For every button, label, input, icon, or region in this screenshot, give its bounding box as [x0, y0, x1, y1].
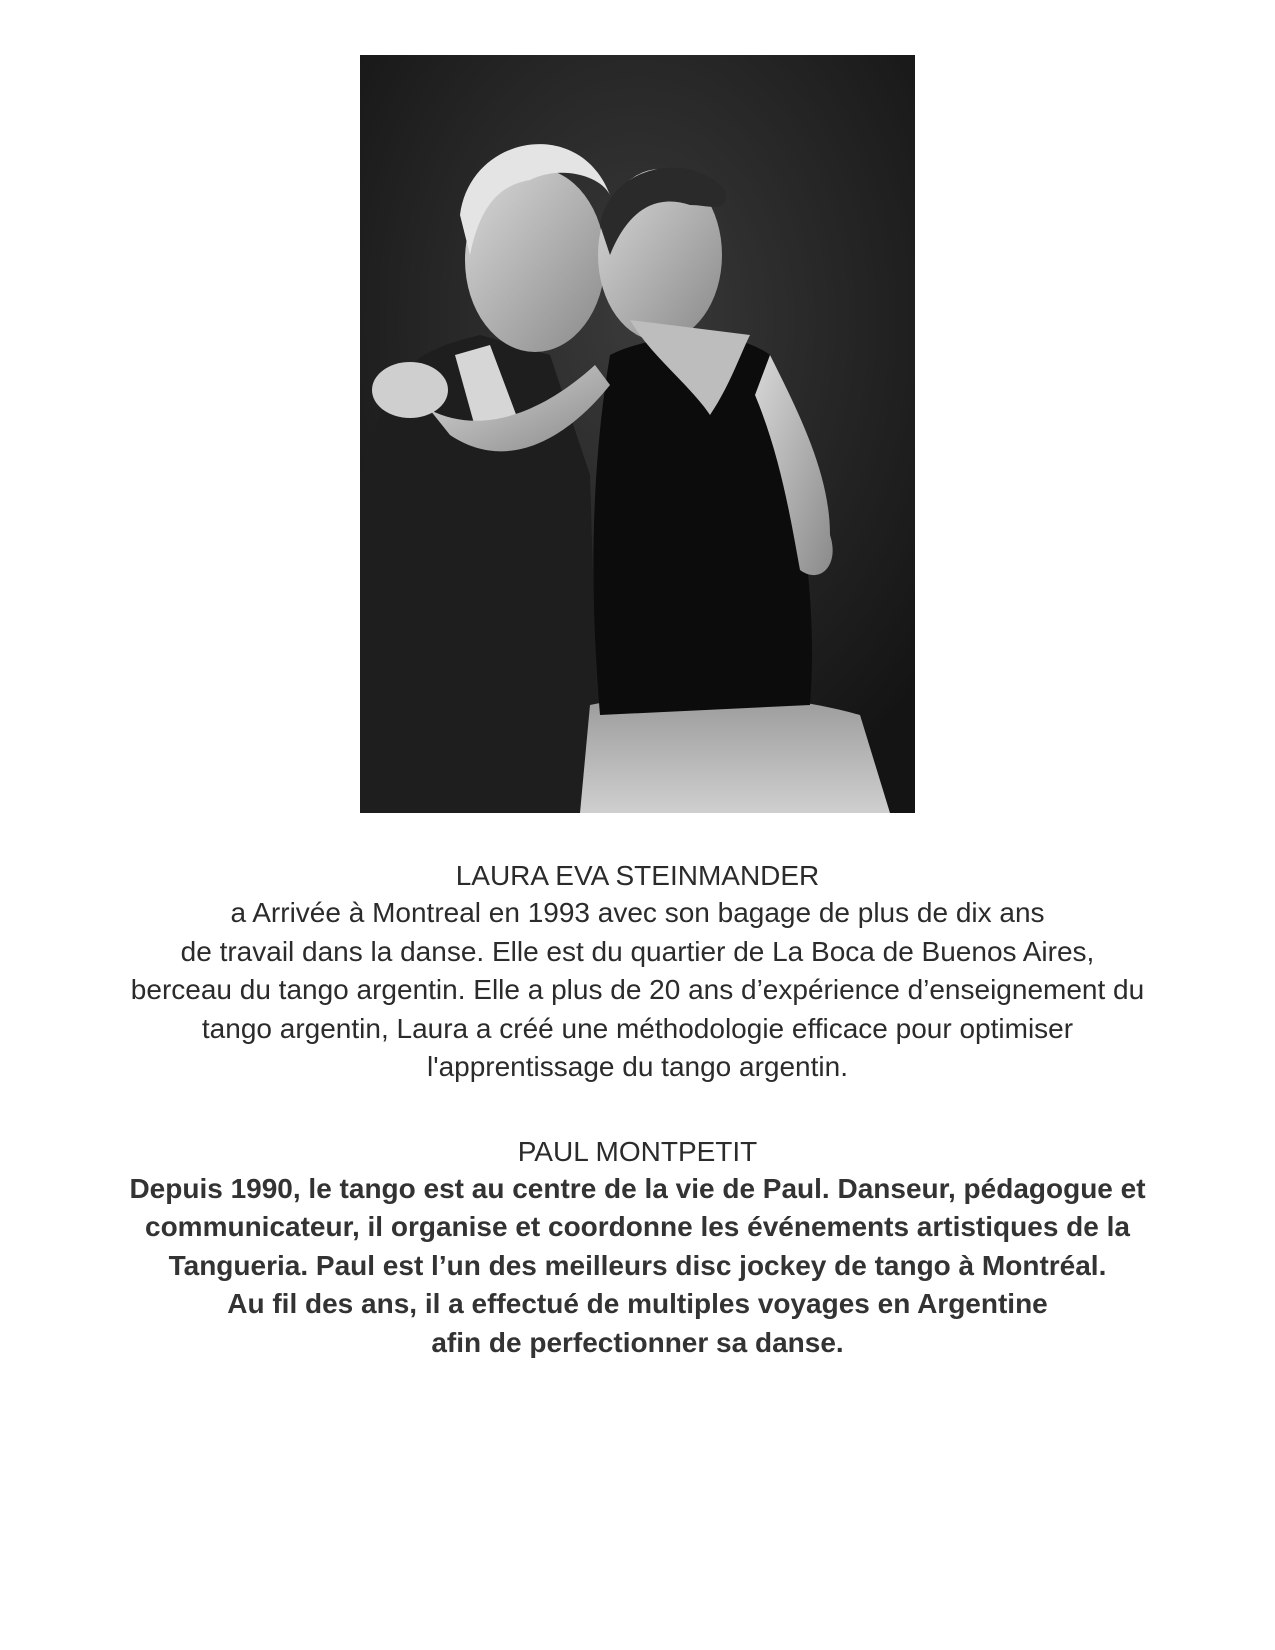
paul-bio-line: Tangueria. Paul est l’un des meilleurs disc jockey de tango à Montréal.: [168, 1249, 1107, 1281]
laura-bio-line: l'apprentissage du tango argentin.: [427, 1051, 848, 1082]
paul-bio-line: communicateur, il organise et coordonne les événements artistiques de la: [145, 1211, 1130, 1242]
paul-bio-line: afin de perfectionner sa danse.: [431, 1326, 844, 1358]
laura-bio-line: berceau du tango argentin. Elle a plus de 20 ans d’expérience d’enseignement du: [130, 974, 1145, 1005]
paul-bio-line: Au fil des ans, il a effectué de multiples voyages en Argentine: [227, 1288, 1048, 1319]
paul-name: PAUL MONTPETIT: [517, 1135, 758, 1167]
bios-section: [0, 858, 1275, 1362]
laura-bio-line: tango argentin, Laura a créé une méthodologie efficace pour optimiser: [201, 1012, 1074, 1044]
tango-couple-illustration: [360, 55, 915, 813]
paul-bio: [0, 1134, 1275, 1363]
laura-bio-line: a Arrivée à Montreal en 1993 avec son bagage de plus de dix ans: [230, 897, 1045, 928]
paul-bio-line: Depuis 1990, le tango est au centre de la vie de Paul. Danseur, pédagogue et: [129, 1172, 1146, 1204]
laura-bio-line: de travail dans la danse. Elle est du quartier de La Boca de Buenos Aires,: [180, 935, 1095, 967]
laura-bio: [0, 858, 1275, 1087]
dancers-photo: [360, 55, 915, 813]
laura-name: LAURA EVA STEINMANDER: [455, 860, 820, 891]
